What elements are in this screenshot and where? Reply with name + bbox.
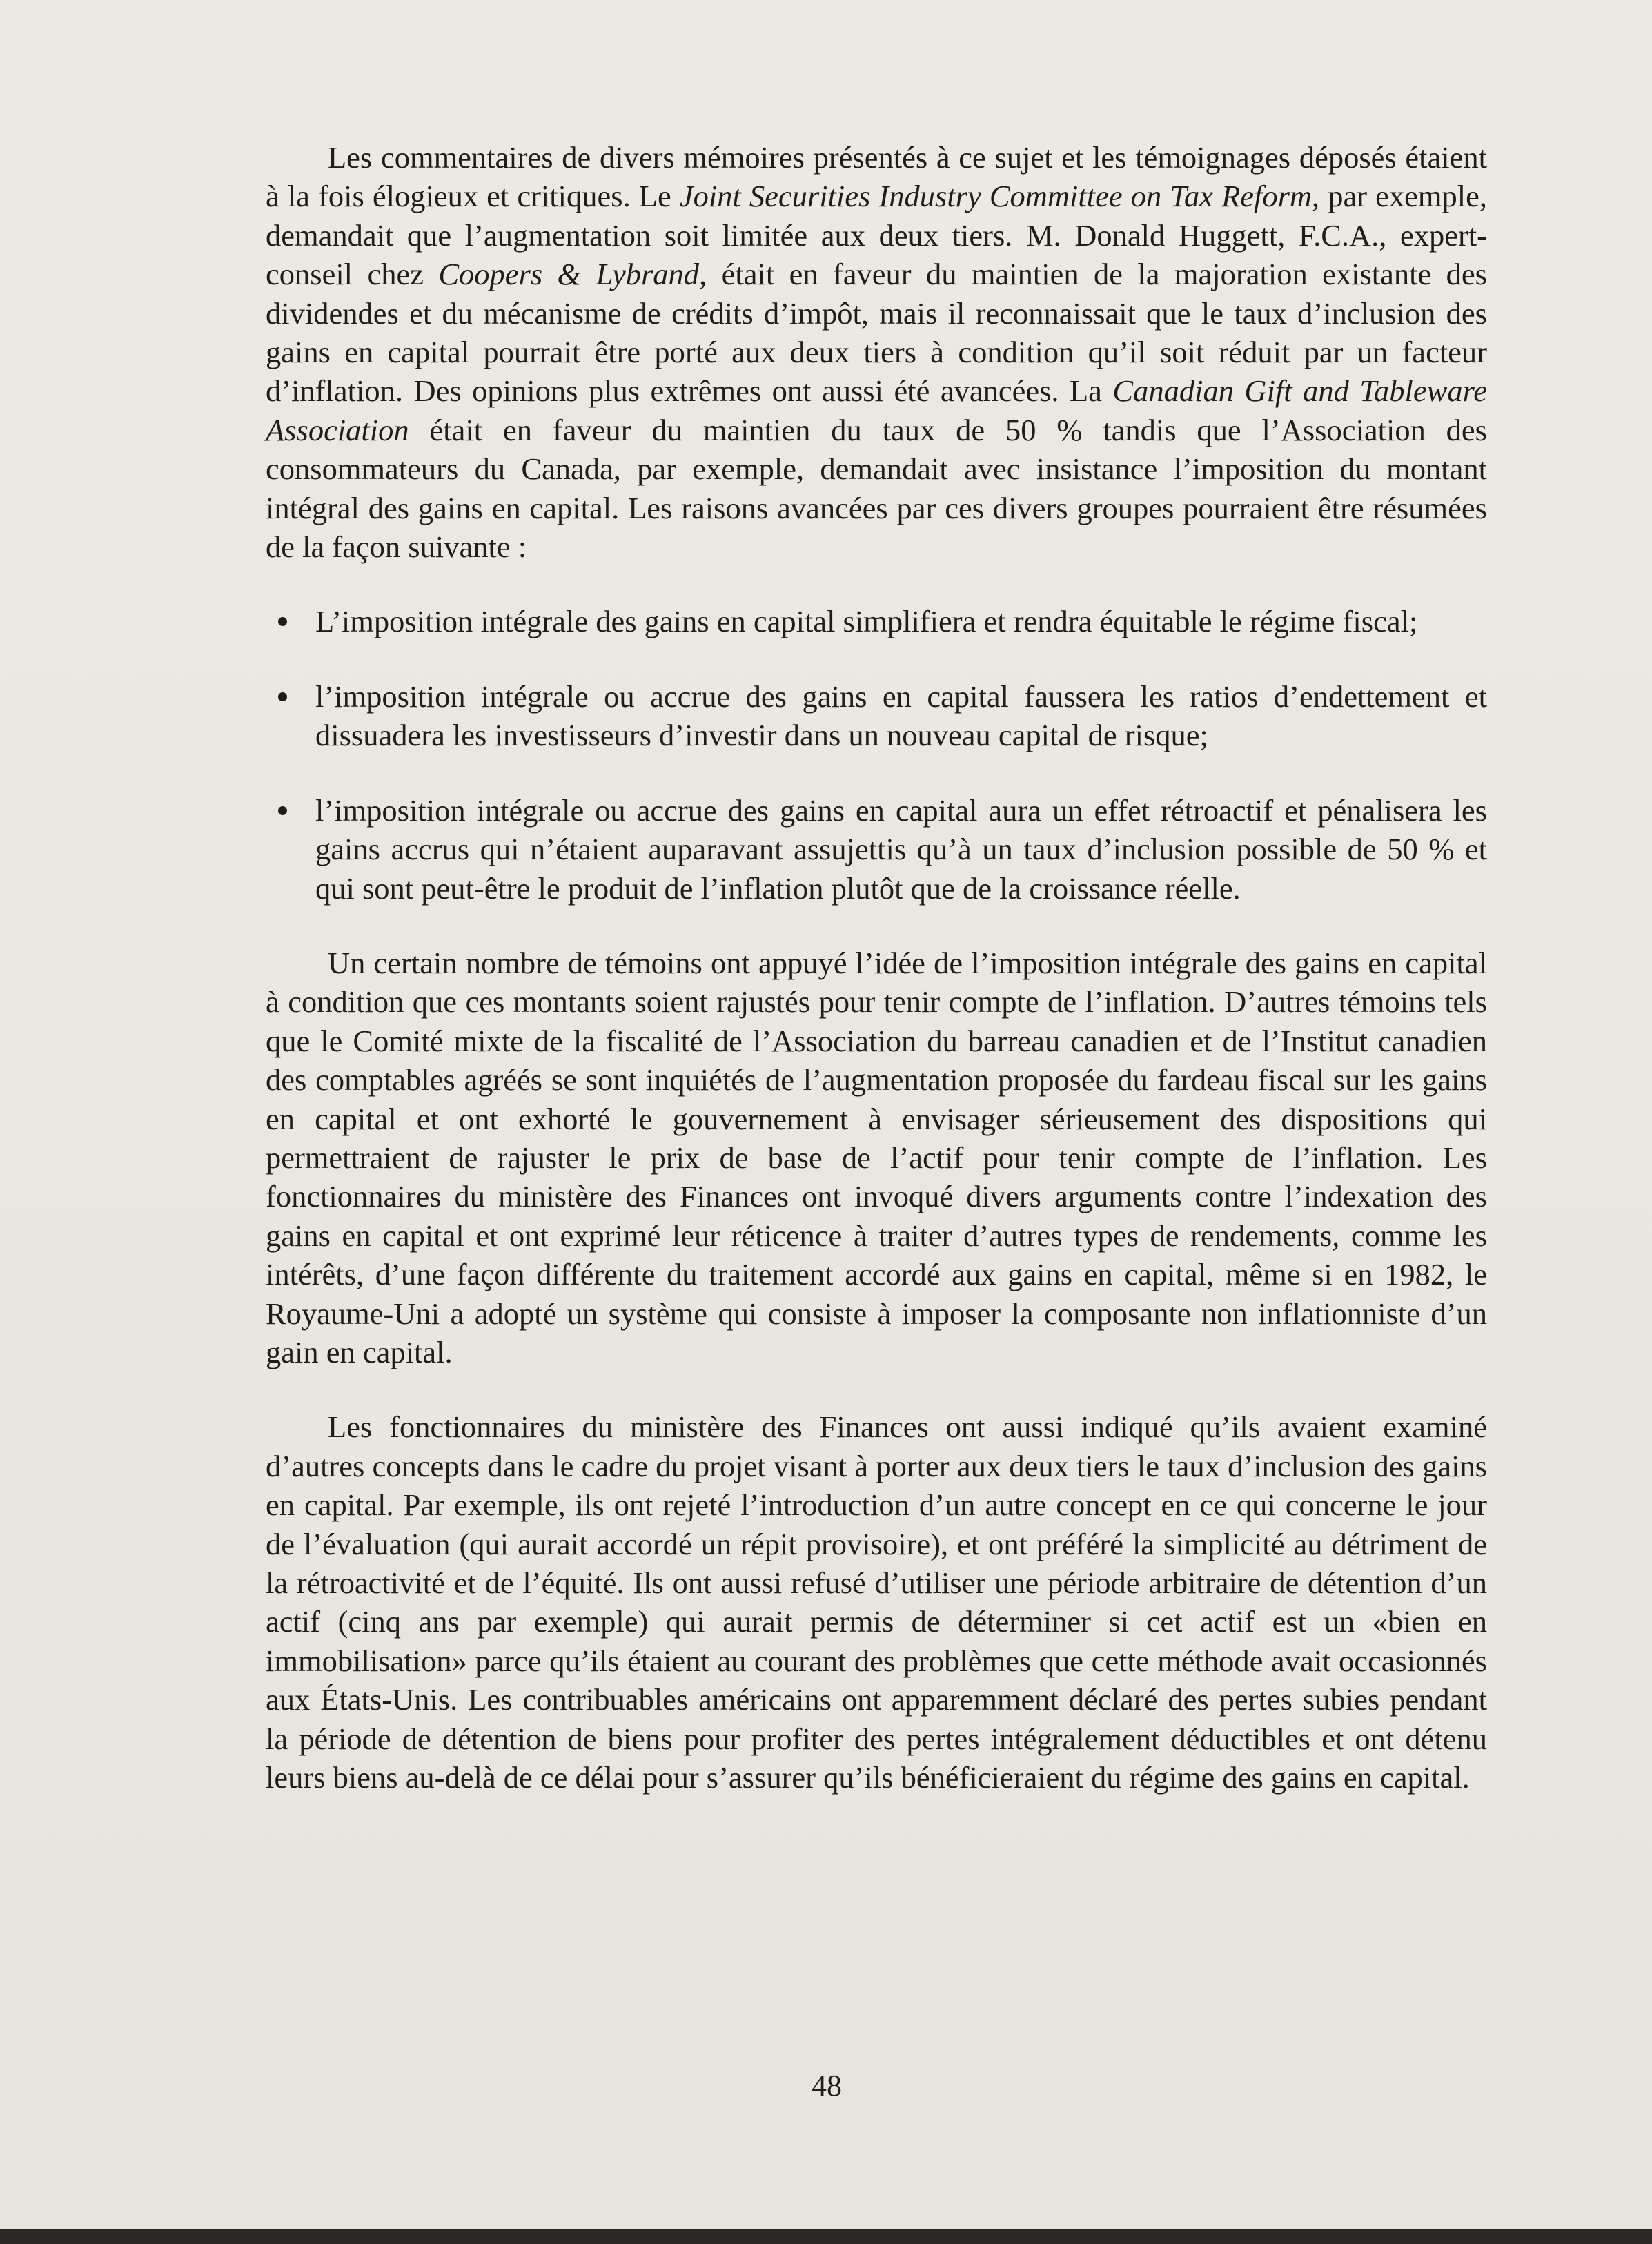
paragraph-text: , était en faveur du maintien de la majoration existante des dividendes et du mécanisme de crédits d’impôt, mais il reconnaissait que le taux d’inclusion des gains en capital pourrait être porté aux deux tiers à condition qu’il soit réduit par un facteur d’inflation. Des opinions plus extrêmes ont aussi été avancées. La [266, 257, 1487, 409]
list-item [266, 602, 1487, 641]
page-number [0, 2067, 1652, 2105]
body-text [266, 138, 1487, 1797]
paragraph-other-concepts: Les fonctionnaires du ministère des Finances ont aussi indiqué qu’ils avaient examiné d’autres concepts dans le cadre du projet visant à porter aux deux tiers le taux d’inclusion des gains en capital. Par exemple, ils ont rejeté l’introduction d’un autre concept en ce qui concerne le jour de l’évaluation (qui aurait accordé un répit provisoire), et ont préféré la simplicité au détriment de la rétroactivité et de l’équité. Ils ont aussi refusé d’utiliser une période arbitraire de détention d’un actif (cinq ans par exemple) qui aurait permis de déterminer si cet actif est un «bien en immobilisation» parce qu’ils étaient au courant des problèmes que cette méthode avait occasionnés aux États-Unis. Les contribuables américains ont apparemment déclaré des pertes subies pendant la période de détention de biens pour profiter des pertes intégralement déductibles et ont détenu leurs biens au-delà de ce délai pour s’assurer qu’ils bénéficieraient du régime des gains en capital. [266, 1409, 1487, 1795]
paragraph-text: Les commentaires de divers mémoires présentés à ce sujet et les témoignages déposés étaient à la fois élogieux et critiques. Le [266, 140, 1487, 214]
organization-name: Joint Securities Industry Committee on Tax Reform [679, 179, 1312, 214]
paragraph-text: , par exemple, demandait que l’augmentation soit limitée aux deux tiers. M. Donald Huggett, F.C.A., expert-conseil chez [266, 179, 1487, 292]
bullet-icon [278, 692, 287, 701]
bullet-icon [278, 806, 287, 815]
list-item-text: L’imposition intégrale des gains en capital simplifiera et rendra équitable le régime fiscal; [315, 604, 1418, 639]
organization-name: Canadian Gift and Tableware Association [266, 373, 1487, 447]
arguments-list [266, 602, 1487, 907]
scan-bottom-edge [0, 2229, 1652, 2244]
bullet-icon [278, 617, 287, 626]
list-item-text: l’imposition intégrale ou accrue des gains en capital faussera les ratios d’endettement et dissuadera les investisseurs d’investir dans un nouveau capital de risque; [315, 679, 1487, 753]
organization-name: Coopers & Lybrand [438, 257, 700, 292]
list-item-text: l’imposition intégrale ou accrue des gains en capital aura un effet rétroactif et pénalisera les gains accrus qui n’étaient auparavant assujettis qu’à un taux d’inclusion possible de 50 % et qui sont peut-être le produit de l’inflation plutôt que de la croissance réelle. [315, 792, 1487, 906]
paragraph-indexation: Un certain nombre de témoins ont appuyé l’idée de l’imposition intégrale des gains en capital à condition que ces montants soient rajustés pour tenir compte de l’inflation. D’autres témoins tels que le Comité mixte de la fiscalité de l’Association du barreau canadien et de l’Institut canadien des comptables agréés se sont inquiétés de l’augmentation proposée du fardeau fiscal sur les gains en capital et ont exhorté le gouvernement à envisager sérieusement des dispositions qui permettraient de rajuster le prix de base de l’actif pour tenir compte de l’inflation. Les fonctionnaires du ministère des Finances ont invoqué divers arguments contre l’indexation des gains en capital et ont exprimé leur réticence à traiter d’autres types de rendements, comme les intérêts, d’une façon différente du traitement accordé aux gains en capital, même si en 1982, le Royaume-Uni a adopté un système qui consiste à imposer la composante non inflationniste d’un gain en capital. [266, 945, 1487, 1369]
list-item [266, 791, 1487, 908]
paragraph-text: était en faveur du maintien du taux de 50 % tandis que l’Association des consommateurs du Canada, par exemple, demandait avec insistance l’imposition du montant intégral des gains en capital. Les raisons avancées par ces divers groupes pourraient être résumées de la façon suivante : [266, 412, 1487, 565]
paragraph-testimony-summary [266, 138, 1487, 566]
page-number-text: 48 [812, 2069, 842, 2102]
list-item [266, 677, 1487, 755]
